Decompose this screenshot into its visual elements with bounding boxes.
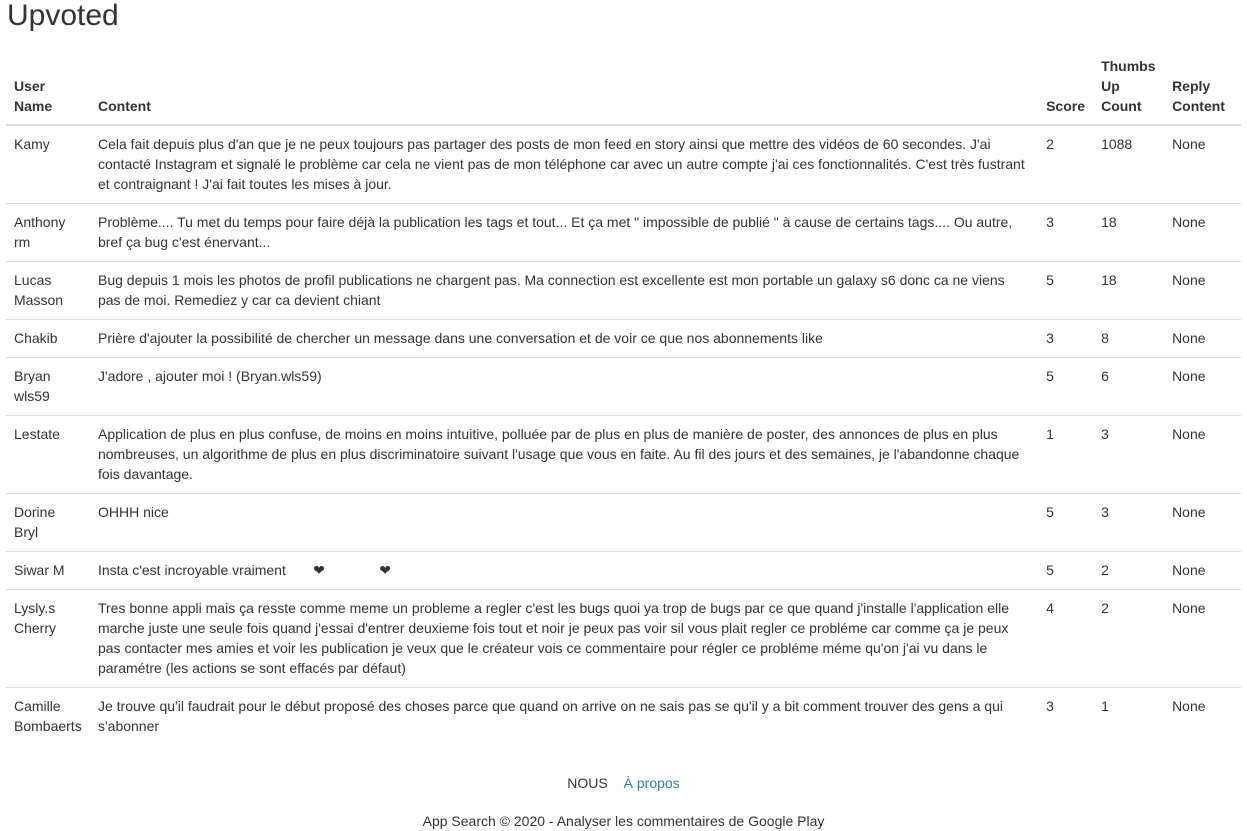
cell-thumbs: 8: [1093, 320, 1164, 358]
footer-copyright: App Search © 2020 - Analyser les commentaires de Google Play: [422, 813, 825, 829]
cell-user: Siwar M: [6, 552, 90, 590]
cell-user: Chakib: [6, 320, 90, 358]
cell-content: Tres bonne appli mais ça resste comme meme un probleme a regler c'est les bugs quoi ya trop de bugs par ce que quand j'installe l'application elle marche juste une seule fois quand j'essai d'entrer deuxieme fois tout et noir je peux pas voir sil vous plait regler ce probléme car comme ça je peux pas contacter mes amies et voir les publication je veux que le créateur vois ce commentaire pour régler ce probléme méme qu'on j'ai vu dans le paramétre (les actions se sont effacés par défaut): [90, 590, 1038, 688]
header-content: Content: [90, 48, 1038, 125]
cell-thumbs: 3: [1093, 416, 1164, 494]
cell-user: Bryan wls59: [6, 358, 90, 416]
cell-thumbs: 2: [1093, 552, 1164, 590]
cell-reply: None: [1172, 136, 1206, 152]
header-user-name: User Name: [6, 48, 90, 125]
table-row: [6, 688, 1241, 746]
table-row: [6, 204, 1241, 262]
table-header-row: [6, 48, 1241, 125]
table-row: [6, 416, 1241, 494]
cell-content: Prière d'ajouter la possibilité de chercher un message dans une conversation et de voir ce que nos abonnements like: [90, 320, 1038, 358]
cell-score: 5: [1038, 358, 1093, 416]
footer-apropos-link[interactable]: À propos: [623, 775, 680, 791]
cell-user: Anthony rm: [6, 204, 90, 262]
cell-content: Application de plus en plus confuse, de moins en moins intuitive, polluée par de plus en plus de manière de poster, des annonces de plus en plus nombreuses, un algorithme de plus en plus discriminatoire suivant l'usage que vous en faite. Au fil des jours et des semaines, je l'abandonne chaque fois davantage.: [90, 416, 1038, 494]
cell-reply: None: [1164, 688, 1241, 746]
cell-thumbs: 18: [1093, 262, 1164, 320]
cell-thumbs: 6: [1093, 358, 1164, 416]
cell-score: 5: [1038, 494, 1093, 552]
cell-user: Camille Bombaerts: [6, 688, 90, 746]
cell-score: 5: [1038, 262, 1093, 320]
table-row: [6, 262, 1241, 320]
footer-nous-label: NOUS: [567, 775, 608, 791]
cell-content: Bug depuis 1 mois les photos de profil publications ne chargent pas. Ma connection est excellente est mon portable un galaxy s6 donc ca ne viens pas de moi. Remediez y car ca devient chiant: [90, 262, 1038, 320]
header-reply-content: Reply Content: [1164, 48, 1241, 125]
table-row: [6, 320, 1241, 358]
cell-user: Lysly.s Cherry: [6, 590, 90, 688]
cell-reply: None: [1164, 320, 1241, 358]
cell-user: Lestate: [6, 416, 90, 494]
header-score: Score: [1038, 48, 1093, 125]
cell-reply: None: [1164, 262, 1241, 320]
cell-thumbs: 18: [1093, 204, 1164, 262]
cell-score: 4: [1038, 590, 1093, 688]
cell-user: Lucas Masson: [6, 262, 90, 320]
table-row: [6, 552, 1241, 590]
table-row: [6, 590, 1241, 688]
cell-thumbs: 3: [1093, 494, 1164, 552]
cell-thumbs: 1: [1093, 688, 1164, 746]
footer-links: [6, 773, 1241, 793]
table-row: [6, 358, 1241, 416]
table-row: [6, 494, 1241, 552]
page-title: Upvoted: [7, 0, 119, 32]
cell-reply: None: [1164, 494, 1241, 552]
cell-reply: None: [1164, 416, 1241, 494]
cell-score: 1: [1038, 416, 1093, 494]
cell-thumbs: 1088: [1101, 136, 1133, 152]
cell-reply: None: [1164, 204, 1241, 262]
cell-reply: None: [1164, 552, 1241, 590]
site-footer: [6, 773, 1241, 831]
reviews-table: [6, 48, 1241, 745]
cell-content: Cela fait depuis plus d'an que je ne peux toujours pas partager des posts de mon feed en story ainsi que mettre des vidéos de 60 secondes. J'ai contacté Instagram et signalé le problème car cela ne vient pas de mon téléphone car avec un autre compte j'ai ces fonctionnalités. C'est très fustrant et contraignant ! J'ai fait toutes les mises à jour.: [97, 136, 1025, 192]
cell-reply: None: [1164, 590, 1241, 688]
cell-content: J'adore , ajouter moi ! (Bryan.wls59): [90, 358, 1038, 416]
cell-content: Je trouve qu'il faudrait pour le début proposé des choses parce que quand on arrive on ne sais pas se qu'il y a bit comment trouver des gens a qui s'abonner: [90, 688, 1038, 746]
cell-content: Problème.... Tu met du temps pour faire déjà la publication les tags et tout... Et ça met " impossible de publié " à cause de certains tags.... Ou autre, bref ça bug c'est énervant...: [90, 204, 1038, 262]
header-thumbs-up-count: Thumbs Up Count: [1093, 48, 1164, 125]
cell-score: 3: [1038, 204, 1093, 262]
cell-score: 3: [1038, 688, 1093, 746]
table-row: [6, 125, 1241, 204]
cell-user: Kamy: [14, 136, 50, 152]
cell-score: 3: [1038, 320, 1093, 358]
cell-score: 5: [1038, 552, 1093, 590]
cell-content: Insta c'est incroyable vraiment ❤ ❤: [90, 552, 1038, 590]
cell-content: OHHH nice: [90, 494, 1038, 552]
cell-thumbs: 2: [1093, 590, 1164, 688]
cell-user: Dorine Bryl: [6, 494, 90, 552]
cell-score: 2: [1046, 136, 1054, 152]
cell-reply: None: [1164, 358, 1241, 416]
